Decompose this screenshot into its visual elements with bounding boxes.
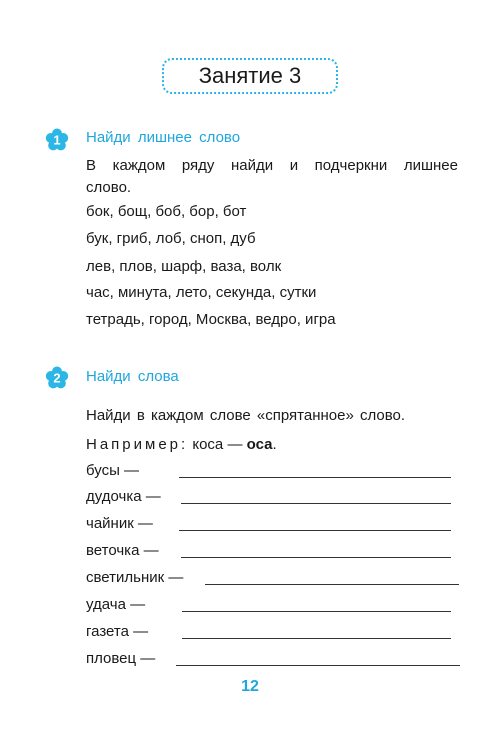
word-row-3: лев, плов, шарф, ваза, волк xyxy=(86,258,282,275)
word-row-5: тетрадь, город, Москва, ведро, игра xyxy=(86,311,336,328)
section-1-number: 1 xyxy=(53,132,61,148)
word-gazeta: газета — xyxy=(86,623,149,640)
section-2-number: 2 xyxy=(53,370,61,386)
example-line xyxy=(86,436,277,453)
flower-number-2-icon xyxy=(45,366,69,390)
word-dudochka: дудочка — xyxy=(86,488,161,505)
word-chaynik: чайник — xyxy=(86,515,153,532)
word-row-4: час, минута, лето, секунда, сутки xyxy=(86,284,317,301)
answer-line-4[interactable] xyxy=(181,557,451,558)
word-plovets: пловец — xyxy=(86,650,156,667)
answer-line-6[interactable] xyxy=(182,611,451,612)
example-word: коса — xyxy=(192,436,243,453)
answer-line-8[interactable] xyxy=(176,665,460,666)
word-row-2: бук, гриб, лоб, сноп, дуб xyxy=(86,230,256,247)
example-end: . xyxy=(272,436,277,453)
section-1-instruction-line2: слово. xyxy=(86,179,132,196)
answer-line-5[interactable] xyxy=(205,584,459,585)
example-label: Например: xyxy=(86,436,189,453)
lesson-title: Занятие 3 xyxy=(162,58,338,94)
answer-line-3[interactable] xyxy=(179,530,451,531)
example-answer: оса xyxy=(246,436,273,453)
page-number: 12 xyxy=(241,678,259,695)
flower-number-1-icon xyxy=(45,128,69,152)
answer-line-1[interactable] xyxy=(179,477,451,478)
word-vetochka: веточка — xyxy=(86,542,159,559)
word-udacha: удача — xyxy=(86,596,146,613)
word-busy: бусы — xyxy=(86,462,140,479)
section-2-instruction: Найди в каждом слове «спрятанное» слово. xyxy=(86,407,406,424)
answer-line-2[interactable] xyxy=(181,503,451,504)
section-2-title: Найди слова xyxy=(86,368,179,385)
section-1-instruction-line1: В каждом ряду найди и подчеркни лишнее xyxy=(86,157,458,174)
section-1-title: Найди лишнее слово xyxy=(86,129,241,146)
answer-line-7[interactable] xyxy=(182,638,451,639)
word-svetilnik: светильник — xyxy=(86,569,184,586)
word-row-1: бок, бощ, боб, бор, бот xyxy=(86,203,247,220)
